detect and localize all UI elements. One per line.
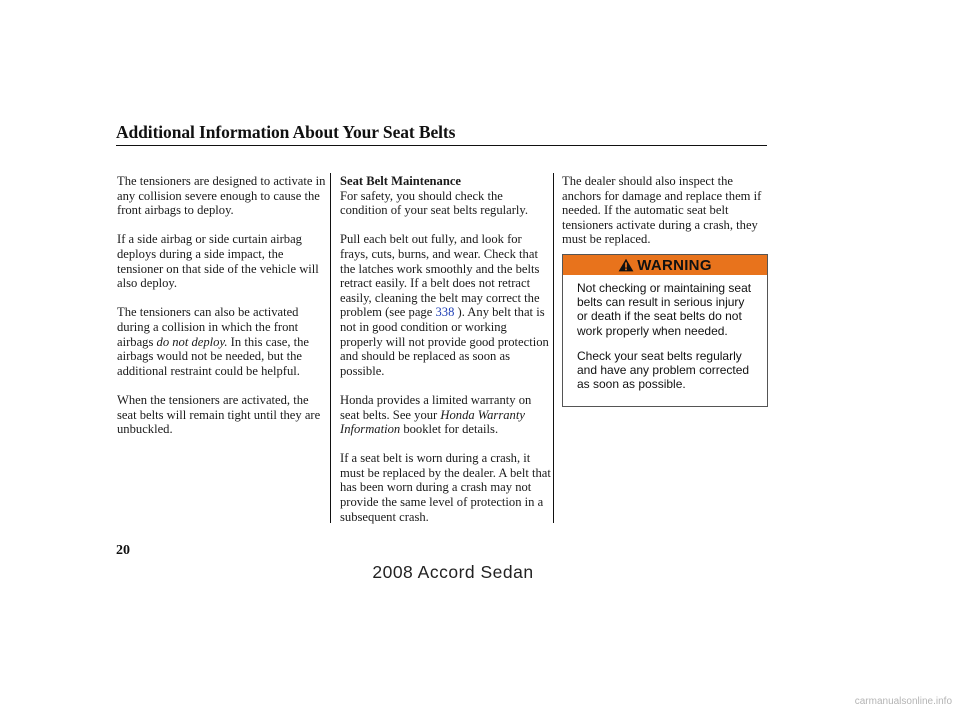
watermark: carmanualsonline.info [854, 696, 952, 707]
warning-triangle-icon [618, 258, 634, 272]
text-segment: Honda provides a limited warranty on seat belts. See your [340, 392, 532, 422]
page-reference-link[interactable]: 338 [435, 305, 455, 320]
column-divider-1 [330, 173, 331, 523]
paragraph-side-airbag: If a side airbag or side curtain airbag deploys during a side impact, the tensioner on that side of the vehicle will also deploy. [117, 232, 319, 291]
text-segment: In this case, the airbags would not be needed, but the additional restraint could be helpful. [117, 334, 310, 378]
paragraph-pull-each-belt [340, 232, 552, 378]
page-title: Additional Information About Your Seat Belts [116, 122, 456, 142]
paragraph-check-condition: For safety, you should check the condition of your seat belts regularly. [340, 188, 529, 218]
warning-box [562, 254, 768, 407]
section-heading-seat-belt-maintenance: Seat Belt Maintenance [340, 174, 462, 188]
warning-label: WARNING [637, 256, 712, 274]
paragraph-limited-warranty [340, 393, 552, 437]
text-segment: booklet for details. [400, 422, 499, 437]
paragraph-tensioners-design: The tensioners are designed to activate in any collision severe enough to cause the front airbags to deploy. [117, 174, 326, 218]
column-right [562, 174, 770, 262]
warning-text-1: Not checking or maintaining seat belts can result in serious injury or death if the seat belts do not work properly when needed. [577, 281, 752, 338]
column-left [117, 174, 327, 451]
paragraph-tensioners-activated-collision [117, 305, 327, 378]
column-middle [340, 174, 552, 539]
paragraph-dealer-inspect: The dealer should also inspect the anchors for damage and replace them if needed. If the automatic seat belt tensioners activate during a crash, they must be replaced. [562, 174, 762, 247]
paragraph-tensioners-tight: When the tensioners are activated, the seat belts will remain tight until they are unbuckled. [117, 392, 321, 437]
paragraph-worn-belt-replaced: If a seat belt is worn during a crash, it must be replaced by the dealer. A belt that has been worn during a crash may not provide the same level of protection in a subsequent crash. [340, 451, 551, 524]
page-number: 20 [116, 543, 130, 558]
italic-text: Honda Warranty Information [340, 407, 525, 437]
footer-model-name: 2008 Accord Sedan [372, 562, 534, 582]
warning-body [563, 275, 767, 391]
warning-text-2: Check your seat belts regularly and have any problem corrected as soon as possible. [577, 348, 750, 392]
title-divider [116, 145, 767, 146]
italic-text: do not deploy. [156, 334, 228, 349]
text-segment: The tensioners can also be activated during a collision in which the front airbags [117, 305, 299, 349]
text-segment: Pull each belt out fully, and look for frays, cuts, burns, and wear. Check that the latches work smoothly and the belts retract easily. If a belt does not retract easily, cleaning the belt may correct the problem (see page [340, 232, 540, 320]
warning-header [563, 255, 767, 275]
column-divider-2 [553, 173, 554, 523]
text-segment: ). Any belt that is not in good condition or working properly will not provide good protection and should be replaced as soon as possible. [340, 305, 549, 378]
